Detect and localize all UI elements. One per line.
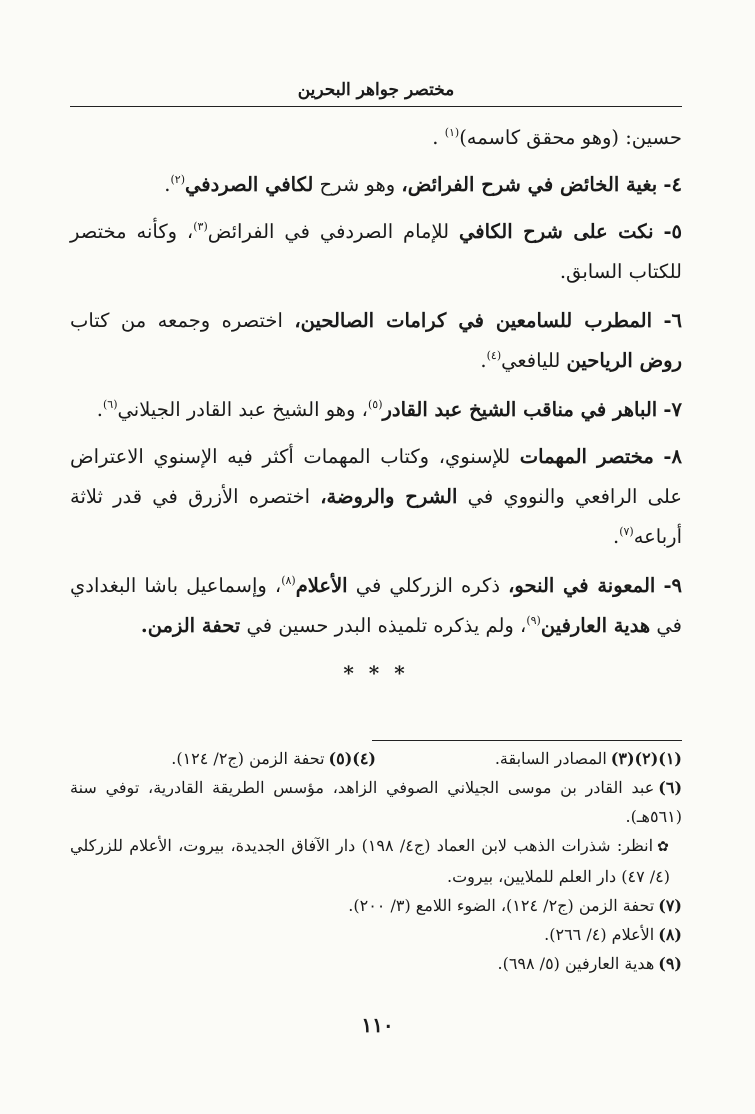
footnote-ref-6[interactable]: (٦) [103, 398, 118, 411]
footnote-ref-1[interactable]: (١) [444, 126, 460, 139]
paragraph-1: حسين: (وهو محقق كاسمه)$^{(١)}$ . [432, 126, 682, 149]
page-number: ١١٠ [361, 1013, 394, 1037]
running-title: مختصر جواهر البحرين [297, 80, 455, 100]
footnote-4-5: (٤)(٥)تحفة الزمن (ج٢/ ١٢٤). [171, 749, 376, 768]
footnote-1-3: (١)(٢)(٣)المصادر السابقة. [494, 749, 682, 768]
footnote-ref-2[interactable]: (٢) [170, 173, 186, 186]
flower-icon: ✿ [657, 839, 670, 855]
footnote-ref-3[interactable]: (٣) [193, 220, 208, 233]
paragraph-item-4: ٤- بغية الخائض في شرح الفرائض، وهو شرح لكافي الصردفي$^{(٢)}$. [164, 173, 682, 196]
footnote-ref-8[interactable]: (٨) [281, 574, 296, 587]
main-text [70, 118, 682, 693]
paragraph-item-5: ٥- نكت على شرح الكافي للإمام الصردفي في الفرائض$^{(٣)}$، وكأنه مختصر للكتاب السابق. [70, 220, 683, 283]
paragraph-item-9: ٩- المعونة في النحو، ذكره الزركلي في الأعلام$^{(٨)}$، وإسماعيل باشا البغدادي في هدية العارفين$^{(٩)}$، ولم يذكره تلميذه البدر حسين في تحفة الزمن. [70, 574, 683, 637]
header-rule [70, 106, 682, 107]
footnotes [70, 744, 682, 978]
footnote-ref-7[interactable]: (٧) [619, 525, 634, 538]
paragraph-item-7: ٧- الباهر في مناقب الشيخ عبد القادر$^{(٥)}$، وهو الشيخ عبد القادر الجيلاني$^{(٦)}$. [96, 398, 682, 421]
footnote-row-1 [70, 744, 682, 773]
footnote-ref-5[interactable]: (٥) [367, 398, 383, 411]
footnote-9: (٩)هدية العارفين (٥/ ٦٩٨). [497, 954, 682, 973]
footnote-ref-4[interactable]: (٤) [486, 349, 502, 362]
section-separator: * * * [343, 661, 409, 685]
footnote-6: (٦)عبد القادر بن موسى الجيلاني الصوفي الزاهد، مؤسس الطريقة القادرية، توفي سنة (٥٦١هـ). [70, 778, 683, 826]
footnote-ref-9[interactable]: (٩) [526, 614, 541, 627]
paragraph-item-6: ٦- المطرب للسامعين في كرامات الصالحين، اختصره وجمعه من كتاب روض الرياحين لليافعي$^{(٤)}$. [70, 309, 683, 372]
footnote-7: (٧)تحفة الزمن (ج٢/ ١٢٤)، الضوء اللامع (٣/ ٢٠٠). [348, 896, 682, 915]
footnote-rule [372, 740, 682, 741]
paragraph-item-8: ٨- مختصر المهمات للإسنوي، وكتاب المهمات أكثر فيه الإسنوي الاعتراض على الرافعي والنووي في الشرح والروضة، اختصره الأزرق في قدر ثلاثة أرباعه$^{(٧)}$. [70, 445, 683, 548]
footnote-6-sources: ✿انظر: شذرات الذهب لابن العماد (ج٤/ ١٩٨) دار الآفاق الجديدة، بيروت، الأعلام للزركلي (٤/ ٤٧) دار العلم للملايين، بيروت. [70, 836, 670, 886]
footnote-8: (٨)الأعلام (٤/ ٢٦٦). [544, 925, 682, 944]
